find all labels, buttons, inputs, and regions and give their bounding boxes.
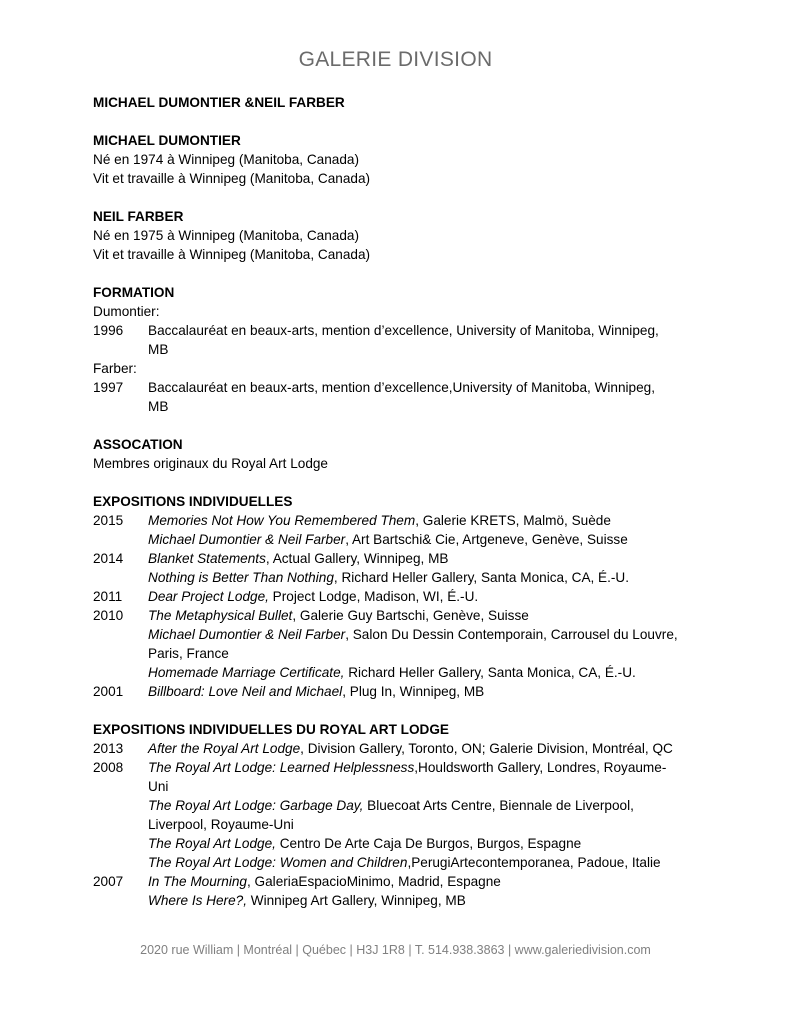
royal-heading: EXPOSITIONS INDIVIDUELLES DU ROYAL ART LODGE (93, 722, 449, 737)
association-text: Membres originaux du Royal Art Lodge (93, 456, 328, 471)
entry-text: Baccalauréat en beaux-arts, mention d’excellence,University of Manitoba, Winnipeg, MB (148, 380, 656, 414)
exhibition-entry: Michael Dumontier & Neil Farber, Salon Du Dessin Contemporain, Carrousel du Louvre, Paris, France (148, 627, 678, 661)
artists-heading: MICHAEL DUMONTIER &NEIL FARBER (93, 95, 345, 110)
exhibition-entry: 2010 The Metaphysical Bullet, Galerie Guy Bartschi, Genève, Suisse (93, 608, 529, 623)
farber-lives: Vit et travaille à Winnipeg (Manitoba, Canada) (93, 247, 371, 262)
entry-year: 2013 (93, 741, 124, 756)
exhibition-entry: 2001 Billboard: Love Neil and Michael, Plug In, Winnipeg, MB (93, 684, 485, 699)
cv-body (93, 93, 713, 910)
entry-text: Baccalauréat en beaux-arts, mention d’excellence, University of Manitoba, Winnipeg, MB (148, 323, 659, 357)
solo-heading: EXPOSITIONS INDIVIDUELLES (93, 494, 293, 509)
entry-year: 2011 (93, 589, 123, 604)
entry-year: 2015 (93, 513, 124, 528)
exhibition-entry: 2014 Blanket Statements, Actual Gallery, Winnipeg, MB (93, 551, 449, 566)
dumontier-born: Né en 1974 à Winnipeg (Manitoba, Canada) (93, 152, 360, 167)
exhibition-entry: Nothing is Better Than Nothing, Richard Heller Gallery, Santa Monica, CA, É.-U. (148, 570, 630, 585)
footer-contact: 2020 rue William | Montréal | Québec | H3J 1R8 | T. 514.938.3863 | www.galeriedivision.com (140, 943, 651, 957)
exhibition-entry: 2013 After the Royal Art Lodge, Division Gallery, Toronto, ON; Galerie Division, Montréal, QC (93, 741, 673, 756)
exhibition-entry: Where Is Here?, Winnipeg Art Gallery, Winnipeg, MB (148, 893, 466, 908)
farber-heading: NEIL FARBER (93, 209, 184, 224)
exhibition-entry: 2007 In The Mourning, GaleriaEspacioMinimo, Madrid, Espagne (93, 874, 501, 889)
dumontier-heading: MICHAEL DUMONTIER (93, 133, 241, 148)
exhibition-entry: The Royal Art Lodge, Centro De Arte Caja De Burgos, Burgos, Espagne (148, 836, 582, 851)
formation-heading: FORMATION (93, 285, 175, 300)
exhibition-entry: Homemade Marriage Certificate, Richard Heller Gallery, Santa Monica, CA, É.-U. (148, 665, 636, 680)
formation-dumontier-label: Dumontier: (93, 304, 160, 319)
entry-year: 2007 (93, 874, 124, 889)
entry-year: 2001 (93, 684, 124, 699)
dumontier-lives: Vit et travaille à Winnipeg (Manitoba, Canada) (93, 171, 371, 186)
exhibition-entry: The Royal Art Lodge: Women and Children,PerugiArtecontemporanea, Padoue, Italie (148, 855, 661, 870)
farber-born: Né en 1975 à Winnipeg (Manitoba, Canada) (93, 228, 360, 243)
entry-year: 2014 (93, 551, 124, 566)
formation-farber-label: Farber: (93, 361, 137, 376)
entry-year: 1996 (93, 323, 124, 338)
entry-year: 2008 (93, 760, 124, 775)
exhibition-entry: The Royal Art Lodge: Garbage Day, Bluecoat Arts Centre, Biennale de Liverpool, Liverpool, Royaume-Uni (148, 798, 634, 832)
association-heading: ASSOCATION (93, 437, 183, 452)
exhibition-entry: Michael Dumontier & Neil Farber, Art Bartschi& Cie, Artgeneve, Genève, Suisse (148, 532, 628, 547)
exhibition-entry: 2015 Memories Not How You Remembered Them, Galerie KRETS, Malmö, Suède (93, 513, 611, 528)
page-title: GALERIE DIVISION (298, 48, 493, 71)
formation-entry (93, 321, 713, 359)
entry-year: 2010 (93, 608, 124, 623)
formation-entry (93, 378, 713, 416)
exhibition-entry: 2008 The Royal Art Lodge: Learned Helplessness,Houldsworth Gallery, Londres, Royaume- Uni (93, 760, 667, 794)
exhibition-entry: 2011 Dear Project Lodge, Project Lodge, Madison, WI, É.-U. (93, 589, 479, 604)
entry-year: 1997 (93, 380, 124, 395)
